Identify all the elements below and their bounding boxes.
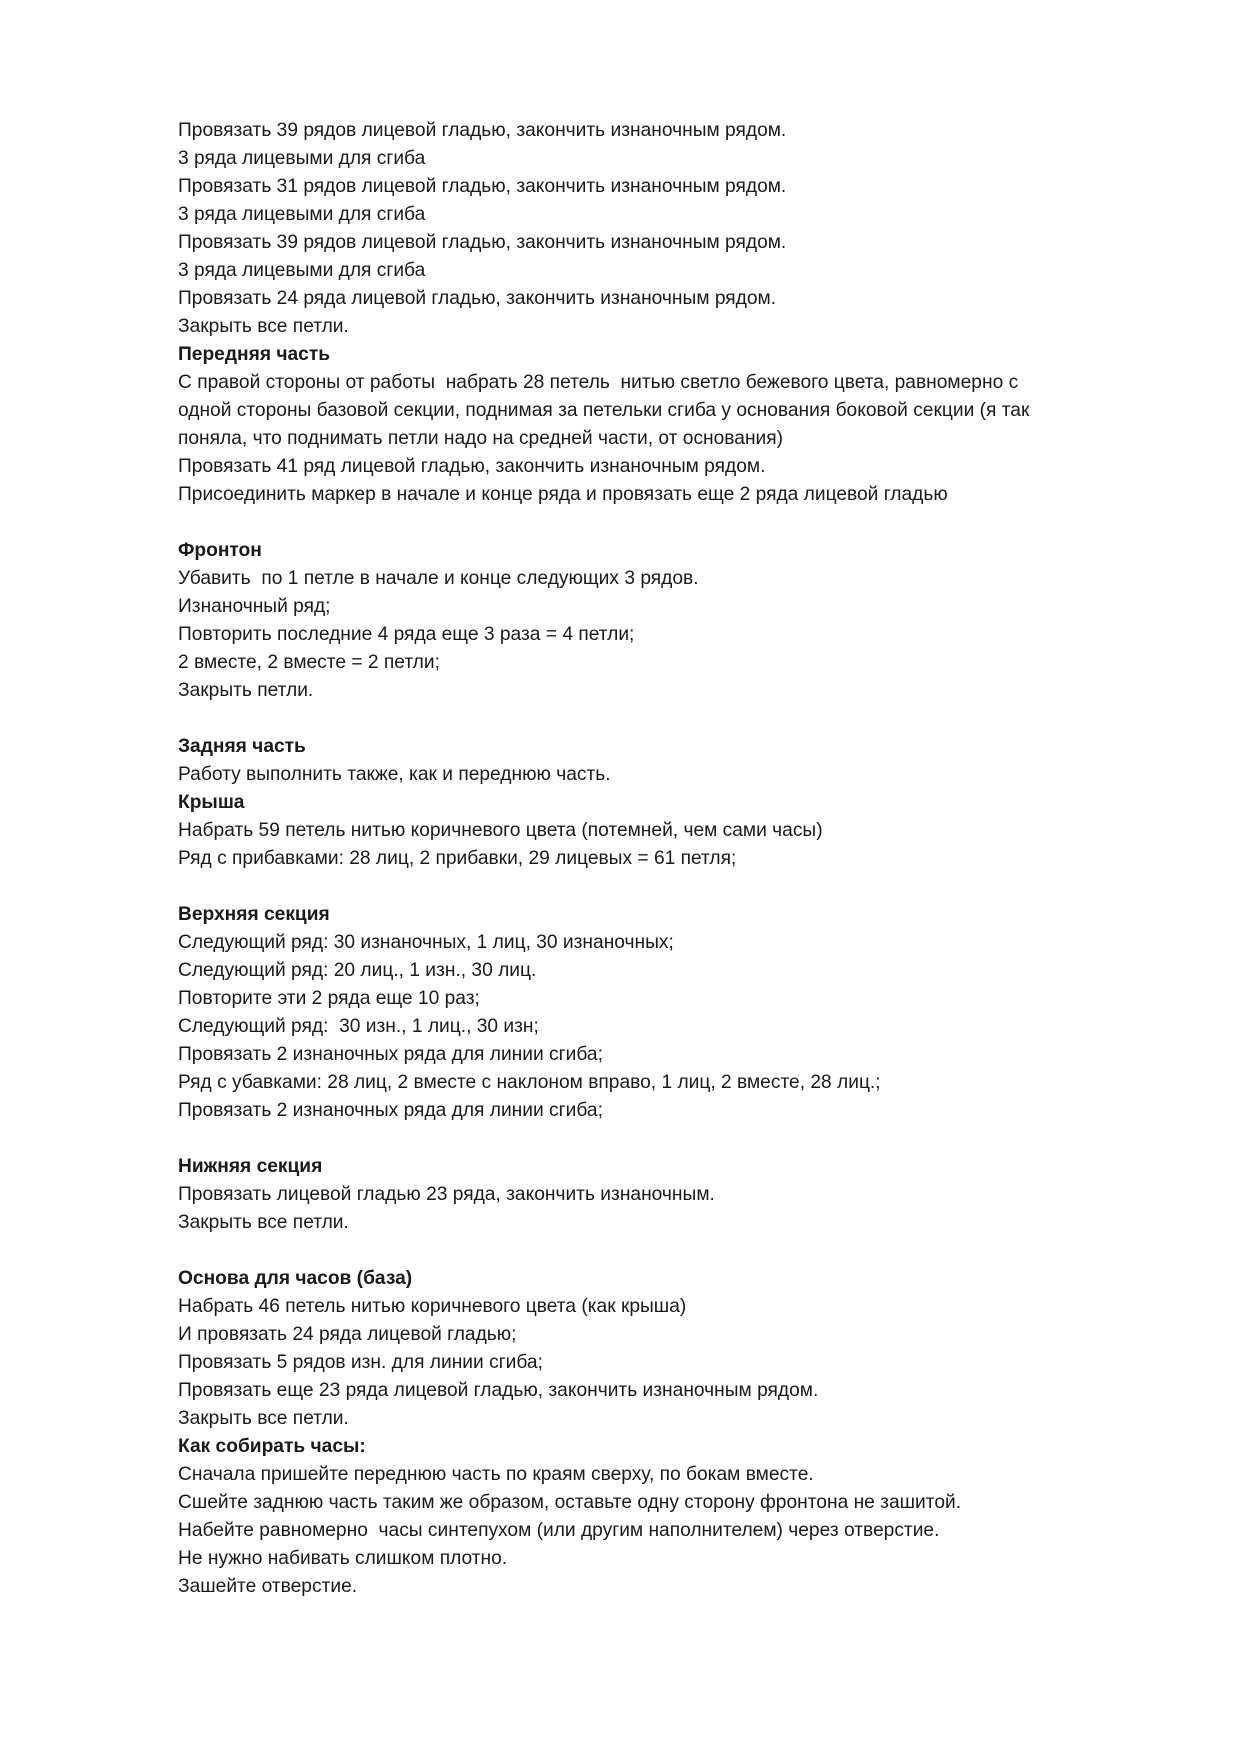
text-line: Зашейте отверстие.	[178, 1576, 358, 1597]
blank-line	[178, 705, 1188, 733]
section-heading: Задняя часть	[178, 736, 306, 757]
section-heading: Верхняя секция	[178, 904, 330, 925]
text-line: Провязать 39 рядов лицевой гладью, закончить изнаночным рядом.	[178, 120, 787, 141]
blank-line	[178, 509, 1188, 537]
text-line: Ряд с прибавками: 28 лиц, 2 прибавки, 29 лицевых = 61 петля;	[178, 848, 737, 869]
text-line: С правой стороны от работы набрать 28 петель нитью светло бежевого цвета, равномерно с	[178, 372, 1019, 393]
document-page	[178, 117, 1188, 1601]
text-line: Набрать 59 петель нитью коричневого цвета (потемней, чем сами часы)	[178, 820, 823, 841]
text-line: Закрыть все петли.	[178, 1212, 349, 1233]
text-line: Провязать 24 ряда лицевой гладью, закончить изнаночным рядом.	[178, 288, 777, 309]
text-line: Следующий ряд: 30 изнаночных, 1 лиц, 30 изнаночных;	[178, 932, 674, 953]
text-line: 3 ряда лицевыми для сгиба	[178, 260, 426, 281]
text-line: Присоединить маркер в начале и конце ряда и провязать еще 2 ряда лицевой гладью	[178, 484, 948, 505]
text-line: 3 ряда лицевыми для сгиба	[178, 204, 426, 225]
text-line: Изнаночный ряд;	[178, 596, 331, 617]
text-line: Следующий ряд: 20 лиц., 1 изн., 30 лиц.	[178, 960, 537, 981]
blank-line	[178, 873, 1188, 901]
text-line: 2 вместе, 2 вместе = 2 петли;	[178, 652, 440, 673]
text-line: Работу выполнить также, как и переднюю часть.	[178, 764, 611, 785]
text-line: Повторите эти 2 ряда еще 10 раз;	[178, 988, 480, 1009]
text-line: одной стороны базовой секции, поднимая за петельки сгиба у основания боковой секции (я так	[178, 400, 1030, 421]
text-line: Набрать 46 петель нитью коричневого цвета (как крыша)	[178, 1296, 687, 1317]
text-line: Следующий ряд: 30 изн., 1 лиц., 30 изн;	[178, 1016, 539, 1037]
text-line: Ряд с убавками: 28 лиц, 2 вместе с наклоном вправо, 1 лиц, 2 вместе, 28 лиц.;	[178, 1072, 881, 1093]
text-line: Повторить последние 4 ряда еще 3 раза = 4 петли;	[178, 624, 635, 645]
section-heading: Основа для часов (база)	[178, 1268, 413, 1289]
text-line: Сшейте заднюю часть таким же образом, оставьте одну сторону фронтона не зашитой.	[178, 1492, 962, 1513]
text-line: Провязать 41 ряд лицевой гладью, закончить изнаночным рядом.	[178, 456, 766, 477]
text-line: 3 ряда лицевыми для сгиба	[178, 148, 426, 169]
text-line: Провязать лицевой гладью 23 ряда, закончить изнаночным.	[178, 1184, 715, 1205]
text-line: Сначала пришейте переднюю часть по краям сверху, по бокам вместе.	[178, 1464, 814, 1485]
text-line: Набейте равномерно часы синтепухом (или другим наполнителем) через отверстие.	[178, 1520, 940, 1541]
text-line: Провязать 2 изнаночных ряда для линии сгиба;	[178, 1100, 603, 1121]
text-line: Закрыть все петли.	[178, 1408, 349, 1429]
text-line: Закрыть петли.	[178, 680, 314, 701]
text-line: поняла, что поднимать петли надо на средней части, от основания)	[178, 428, 784, 449]
section-heading: Крыша	[178, 792, 245, 813]
section-heading: Передняя часть	[178, 344, 331, 365]
text-line: И провязать 24 ряда лицевой гладью;	[178, 1324, 517, 1345]
blank-line	[178, 1125, 1188, 1153]
blank-line	[178, 1237, 1188, 1265]
text-line: Закрыть все петли.	[178, 316, 349, 337]
text-line: Провязать еще 23 ряда лицевой гладью, закончить изнаночным рядом.	[178, 1380, 819, 1401]
text-line: Провязать 2 изнаночных ряда для линии сгиба;	[178, 1044, 603, 1065]
section-heading: Фронтон	[178, 540, 262, 561]
text-line: Провязать 39 рядов лицевой гладью, закончить изнаночным рядом.	[178, 232, 787, 253]
section-heading: Нижняя секция	[178, 1156, 323, 1177]
section-heading: Как собирать часы:	[178, 1436, 366, 1457]
text-line: Провязать 5 рядов изн. для линии сгиба;	[178, 1352, 543, 1373]
text-line: Не нужно набивать слишком плотно.	[178, 1548, 508, 1569]
text-line: Провязать 31 рядов лицевой гладью, закончить изнаночным рядом.	[178, 176, 787, 197]
text-line: Убавить по 1 петле в начале и конце следующих 3 рядов.	[178, 568, 699, 589]
